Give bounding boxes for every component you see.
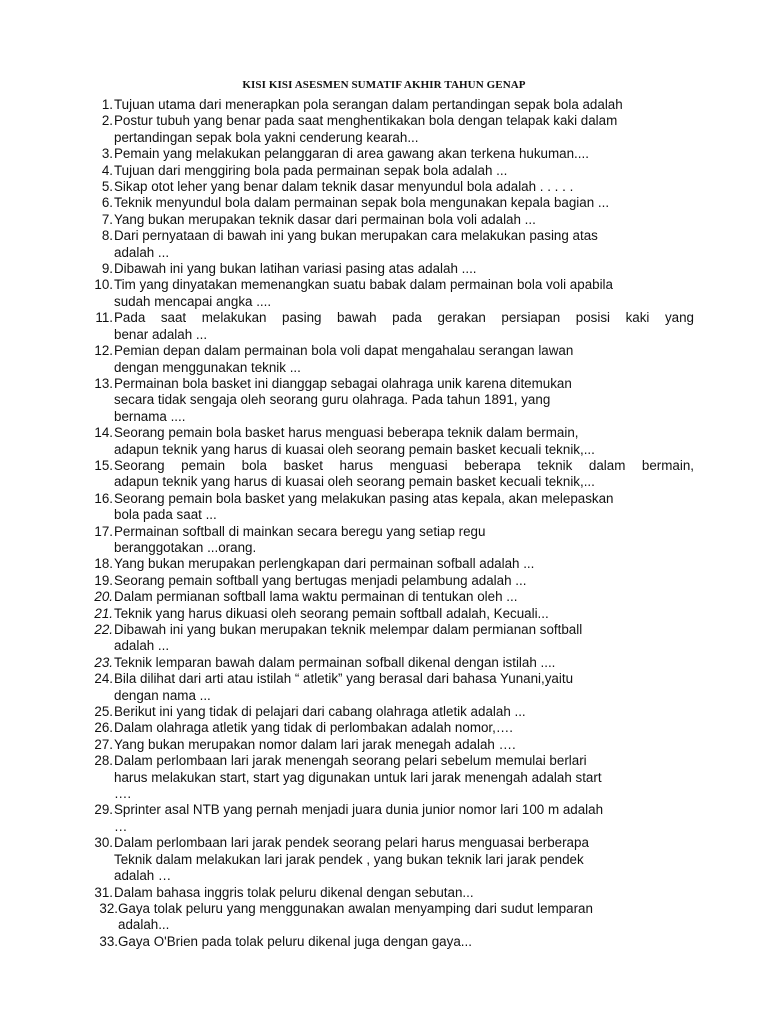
question-number: 10. — [94, 277, 113, 293]
question-text — [113, 97, 694, 113]
question-line: Gaya tolak peluru yang menggunakan awalan menyamping dari sudut lemparan — [118, 900, 593, 916]
question-text — [113, 261, 694, 277]
question-number: 12. — [94, 343, 113, 359]
question-item — [84, 343, 694, 376]
question-line: beranggotakan ...orang. — [114, 539, 257, 555]
question-text — [113, 753, 694, 802]
question-item — [84, 655, 694, 671]
question-number: 15. — [94, 457, 113, 473]
question-text — [113, 671, 694, 704]
question-line: Dibawah ini yang bukan latihan variasi pasing atas adalah .... — [114, 261, 477, 277]
question-line: Permainan bola basket ini dianggap sebagai olahraga unik karena ditemukan — [114, 375, 572, 391]
question-item — [84, 310, 694, 343]
question-item — [84, 622, 694, 655]
question-line: Seorang pemain bola basket harus menguasi beberapa teknik dalam bermain, — [114, 457, 694, 473]
question-item — [84, 97, 694, 113]
question-line: harus melakukan start, start yag digunakan untuk lari jarak menengah adalah start — [114, 769, 602, 785]
question-text — [113, 802, 694, 835]
question-number: 23. — [94, 654, 113, 670]
question-text — [113, 589, 694, 605]
question-line: benar adalah ... — [114, 326, 208, 342]
question-number: 14. — [94, 425, 113, 441]
question-line: Teknik yang harus dikuasi oleh seorang pemain softball adalah, Kecuali... — [114, 605, 549, 621]
question-text — [113, 146, 694, 162]
question-line: adalah ... — [114, 638, 170, 654]
question-number: 9. — [101, 261, 113, 277]
question-line: Seorang pemain bola basket yang melakukan pasing atas kepala, akan melepaskan — [114, 490, 614, 506]
document-title: KISI KISI ASESMEN SUMATIF AKHIR TAHUN GENAP — [242, 79, 526, 91]
question-line: Teknik dalam melakukan lari jarak pendek , yang bukan teknik lari jarak pendek — [114, 851, 584, 867]
question-item — [84, 704, 694, 720]
question-line: Yang bukan merupakan nomor dalam lari jarak menegah adalah …. — [114, 736, 516, 752]
question-number: 6. — [101, 195, 113, 211]
question-item — [84, 885, 694, 901]
question-line: Teknik lemparan bawah dalam permainan sofball dikenal dengan istilah .... — [114, 654, 556, 670]
question-item — [84, 491, 694, 524]
question-line: Seorang pemain bola basket harus menguasi beberapa teknik dalam bermain, — [114, 425, 579, 441]
question-text — [113, 376, 694, 425]
question-line: Bila dilihat dari arti atau istilah “ atletik” yang berasal dari bahasa Yunani,yaitu — [114, 671, 574, 687]
question-line: … — [114, 818, 128, 834]
question-number: 26. — [94, 720, 113, 736]
question-item — [84, 277, 694, 310]
question-text — [113, 885, 694, 901]
question-line: bernama .... — [114, 408, 186, 424]
question-number: 1. — [101, 97, 113, 112]
question-text — [113, 277, 694, 310]
question-number: 2. — [101, 113, 113, 129]
question-number: 32. — [99, 900, 118, 916]
question-item — [84, 835, 694, 884]
question-line: Sikap otot leher yang benar dalam teknik dasar menyundul bola adalah . . . . . — [114, 179, 574, 195]
question-line: Tujuan dari menggiring bola pada permainan sepak bola adalah ... — [114, 162, 508, 178]
question-number: 33. — [99, 933, 118, 949]
question-item — [84, 589, 694, 605]
question-text — [113, 704, 694, 720]
question-text — [113, 622, 694, 655]
question-text — [113, 425, 694, 458]
question-item — [84, 573, 694, 589]
question-number: 21. — [94, 605, 113, 621]
question-text — [113, 524, 694, 557]
question-text — [118, 901, 694, 934]
question-line: adalah... — [118, 917, 170, 933]
question-text — [118, 934, 694, 950]
question-number: 27. — [94, 736, 113, 752]
question-item — [84, 524, 694, 557]
question-item — [84, 606, 694, 622]
question-item — [84, 425, 694, 458]
question-item — [84, 802, 694, 835]
question-line: Berikut ini yang tidak di pelajari dari cabang olahraga atletik adalah ... — [114, 704, 526, 720]
question-number: 4. — [101, 162, 113, 178]
question-line: sudah mencapai angka .... — [114, 293, 272, 309]
question-line: Permainan softball di mainkan secara beregu yang setiap regu — [114, 523, 486, 539]
question-line: adalah ... — [114, 244, 170, 260]
question-number: 20. — [94, 589, 113, 605]
question-line: bola pada saat ... — [114, 507, 217, 523]
question-line: Dalam perlombaan lari jarak menengah seorang pelari sebelum memulai berlari — [114, 753, 587, 769]
question-item — [84, 261, 694, 277]
question-text — [113, 228, 694, 261]
question-number: 18. — [94, 556, 113, 572]
question-text — [113, 556, 694, 572]
question-item — [84, 737, 694, 753]
question-line: secara tidak sengaja oleh seorang guru olahraga. Pada tahun 1891, yang — [114, 392, 551, 408]
question-line: Dalam bahasa inggris tolak peluru dikenal dengan sebutan... — [114, 884, 474, 900]
question-number: 16. — [94, 490, 113, 506]
question-number: 31. — [94, 884, 113, 900]
question-line: Tujuan utama dari menerapkan pola serangan dalam pertandingan sepak bola adalah — [114, 97, 623, 112]
question-item — [84, 753, 694, 802]
question-text — [113, 195, 694, 211]
question-number: 30. — [94, 835, 113, 851]
question-line: dengan menggunakan teknik ... — [114, 359, 301, 375]
question-item — [84, 376, 694, 425]
question-text — [113, 573, 694, 589]
question-text — [113, 343, 694, 376]
question-line: adapun teknik yang harus di kuasai oleh seorang pemain basket kecuali teknik,... — [114, 474, 595, 490]
question-text — [113, 163, 694, 179]
question-number: 8. — [101, 228, 113, 244]
question-line: …. — [114, 786, 132, 802]
question-line: Tim yang dinyatakan memenangkan suatu babak dalam permainan bola voli apabila — [114, 277, 613, 293]
question-item — [84, 934, 694, 950]
question-text — [113, 212, 694, 228]
question-item — [84, 901, 694, 934]
question-line: Pemain yang melakukan pelanggaran di area gawang akan terkena hukuman.... — [114, 146, 589, 162]
question-line: Dalam permianan softball lama waktu permainan di tentukan oleh ... — [114, 589, 518, 605]
question-list — [84, 97, 694, 950]
question-number: 7. — [101, 211, 113, 227]
question-text — [113, 113, 694, 146]
question-line: Yang bukan merupakan perlengkapan dari permainan sofball adalah ... — [114, 556, 535, 572]
question-line: Dalam olahraga atletik yang tidak di perlombakan adalah nomor,…. — [114, 720, 513, 736]
question-line: Seorang pemain softball yang bertugas menjadi pelambung adalah ... — [114, 572, 527, 588]
question-line: Dari pernyataan di bawah ini yang bukan merupakan cara melakukan pasing atas — [114, 228, 598, 244]
question-number: 17. — [94, 523, 113, 539]
question-line: adapun teknik yang harus di kuasai oleh seorang pemain basket kecuali teknik,... — [114, 441, 595, 457]
question-number: 13. — [94, 375, 113, 391]
question-item — [84, 179, 694, 195]
question-text — [113, 835, 694, 884]
question-item — [84, 671, 694, 704]
question-line: Yang bukan merupakan teknik dasar dari permainan bola voli adalah ... — [114, 211, 536, 227]
question-number: 24. — [94, 671, 113, 687]
question-line: Postur tubuh yang benar pada saat menghentikakan bola dengan telapak kaki dalam — [114, 113, 618, 129]
question-number: 11. — [95, 310, 113, 326]
question-line: Sprinter asal NTB yang pernah menjadi juara dunia junior nomor lari 100 m adalah — [114, 802, 604, 818]
question-line: Teknik menyundul bola dalam permainan sepak bola mengunakan kepala bagian ... — [114, 195, 610, 211]
question-line: Pemian depan dalam permainan bola voli dapat mengahalau serangan lawan — [114, 343, 574, 359]
question-number: 25. — [94, 704, 113, 720]
question-item — [84, 113, 694, 146]
question-line: adalah … — [114, 868, 172, 884]
question-text — [113, 737, 694, 753]
question-line: Pada saat melakukan pasing bawah pada gerakan persiapan posisi kaki yang — [114, 310, 694, 326]
question-number: 5. — [101, 179, 113, 195]
question-item — [84, 228, 694, 261]
question-text — [113, 606, 694, 622]
question-text — [113, 655, 694, 671]
question-line: Gaya O'Brien pada tolak peluru dikenal juga dengan gaya... — [118, 933, 472, 949]
question-item — [84, 195, 694, 211]
question-text — [113, 720, 694, 736]
question-text — [113, 458, 694, 491]
question-line: Dalam perlombaan lari jarak pendek seorang pelari harus menguasai berberapa — [114, 835, 589, 851]
question-item — [84, 163, 694, 179]
question-item — [84, 720, 694, 736]
question-line: pertandingan sepak bola yakni cenderung kearah... — [114, 129, 419, 145]
question-item — [84, 146, 694, 162]
question-text — [113, 179, 694, 195]
question-line: Dibawah ini yang bukan merupakan teknik melempar dalam permianan softball — [114, 622, 583, 637]
question-number: 29. — [94, 802, 113, 818]
question-number: 19. — [94, 572, 113, 588]
question-item — [84, 212, 694, 228]
question-line: dengan nama ... — [114, 687, 211, 703]
question-number: 28. — [94, 753, 113, 769]
question-number: 22. — [94, 622, 113, 637]
question-number: 3. — [101, 146, 113, 162]
question-item — [84, 458, 694, 491]
question-text — [113, 491, 694, 524]
question-text — [113, 310, 694, 343]
question-item — [84, 556, 694, 572]
